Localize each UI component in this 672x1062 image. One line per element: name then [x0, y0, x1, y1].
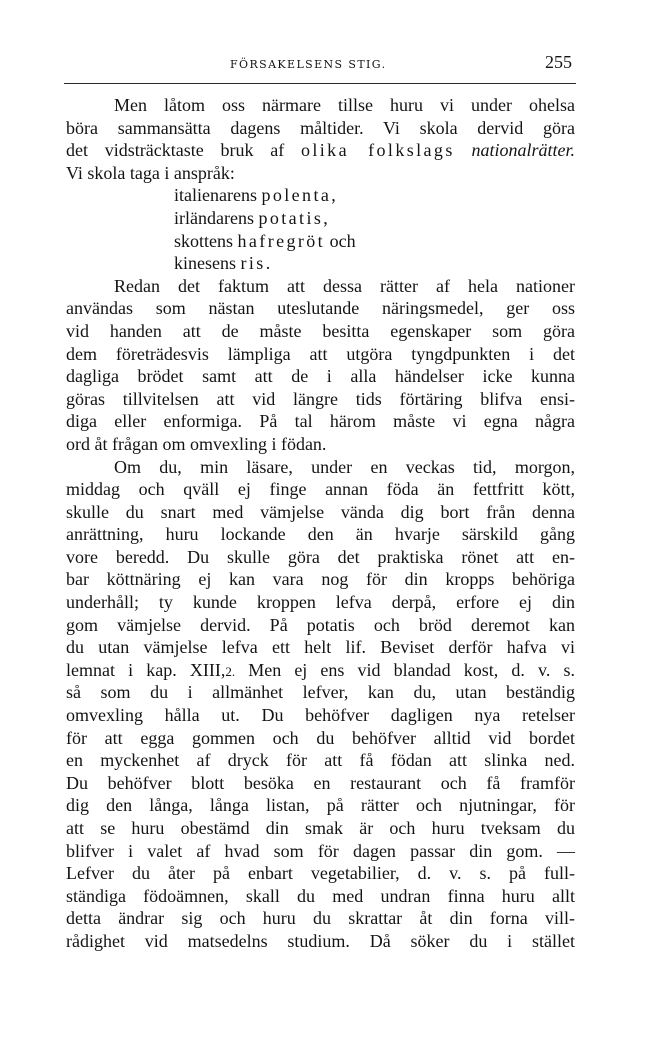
text-segment: Men ej ens vid blandad kost, d. v. s. — [235, 659, 575, 680]
header-rule — [64, 83, 576, 84]
text-line: användas som nästan uteslutande näringsmedel, ger oss — [66, 298, 575, 319]
text-line: du utan vämjelse lefva ett helt lif. Beviset derför hafva vi — [66, 637, 575, 658]
text-line: omvexling hålla ut. Du behöfver dagligen nya retelser — [66, 705, 575, 726]
text-segment: lemnat i kap. XIII, — [66, 659, 226, 680]
text-line: underhåll; ty kunde kroppen lefva derpå, erfore ej din — [66, 592, 575, 613]
text-line — [66, 139, 575, 162]
list-item — [66, 230, 575, 253]
spaced-text: olika folkslags — [300, 140, 455, 161]
text-line: Vi skola taga i anspråk: — [66, 162, 235, 183]
text-line: blifver i valet af hvad som för dagen passar din gom. — — [66, 840, 575, 861]
text-line: dem företrädesvis lämpliga att utgöra tyngdpunkten i det — [66, 343, 575, 364]
text-line: Men låtom oss närmare tillse huru vi under ohelsa — [114, 95, 575, 115]
spaced-text: potatis, — [258, 207, 331, 228]
page-header — [64, 52, 576, 74]
text-line: så som du i allmänhet lefver, kan du, utan beständig — [66, 682, 575, 703]
spaced-text: hafregröt — [237, 230, 326, 251]
text-segment: det vidsträcktaste bruk af — [66, 140, 285, 161]
spaced-text: polenta, — [261, 185, 339, 206]
text-line: böra sammansätta dagens måltider. Vi skola dervid göra — [66, 117, 575, 138]
list-item — [66, 207, 575, 230]
text-line: diga eller enformiga. På tal härom måste vi egna några — [66, 411, 575, 432]
list-item — [66, 252, 575, 275]
italic-text: nationalrätter. — [471, 140, 576, 161]
spaced-text: ris. — [240, 253, 273, 274]
list-item — [66, 184, 575, 207]
text-line: Du behöfver blott besöka en restaurant och få framför — [66, 772, 575, 793]
body-text — [66, 94, 575, 953]
text-line: dagliga brödet samt att de i alla händelser icke kunna — [66, 366, 575, 387]
list-item-text: kinesens — [174, 253, 236, 274]
text-line: dig den långa, långa listan, på rätter och njutningar, för — [66, 795, 575, 816]
text-line: gom vämjelse dervid. På potatis och bröd deremot kan — [66, 614, 575, 635]
text-line: Om du, min läsare, under en veckas tid, morgon, — [114, 456, 575, 477]
list-item-text: italienarens — [174, 185, 257, 206]
text-line — [66, 659, 575, 682]
text-line: anrättning, huru lockande den än hvarje särskild gång — [66, 524, 575, 545]
text-line: middag och qväll ej finge annan föda än fettfritt kött, — [66, 479, 575, 500]
text-line: göras tillvitelsen att vid längre tids förtäring blifva ensi- — [66, 388, 575, 409]
text-line: detta ändrar sig och huru du skrattar åt din forna vill- — [66, 908, 575, 929]
text-line: för att egga gommen och du behöfver alltid vid bordet — [66, 727, 575, 748]
text-line: vore beredd. Du skulle göra det praktiska rönet att en- — [66, 546, 575, 567]
list-item-text: skottens — [174, 230, 234, 251]
list-item-text: irländarens — [174, 207, 254, 228]
text-line: rådighet vid matsedelns studium. Då söker du i stället — [66, 930, 575, 951]
text-line: Lefver du åter på enbart vegetabilier, d. v. s. på full- — [66, 863, 575, 884]
text-line: att se huru obestämd din smak är och huru tveksam du — [66, 818, 575, 838]
running-title: FÖRSAKELSENS STIG. — [230, 58, 387, 71]
list-item-text: och — [329, 230, 356, 251]
page-number: 255 — [545, 52, 572, 72]
text-line: ord åt frågan om omvexling i födan. — [66, 433, 327, 454]
text-line: ständiga födoämnen, skall du med undran finna huru allt — [66, 885, 575, 906]
text-line: bar köttnäring ej kan vara nog för din kropps behöriga — [66, 569, 575, 590]
text-line: Redan det faktum att dessa rätter af hela nationer — [114, 275, 575, 296]
text-line: vid handen att de måste besitta egenskaper som göra — [66, 320, 575, 341]
text-line: skulle du snart med vämjelse vända dig bort från denna — [66, 501, 575, 522]
text-line: en myckenhet af dryck för att få födan att slinka ned. — [66, 750, 575, 771]
text-segment: 2. — [225, 663, 236, 679]
